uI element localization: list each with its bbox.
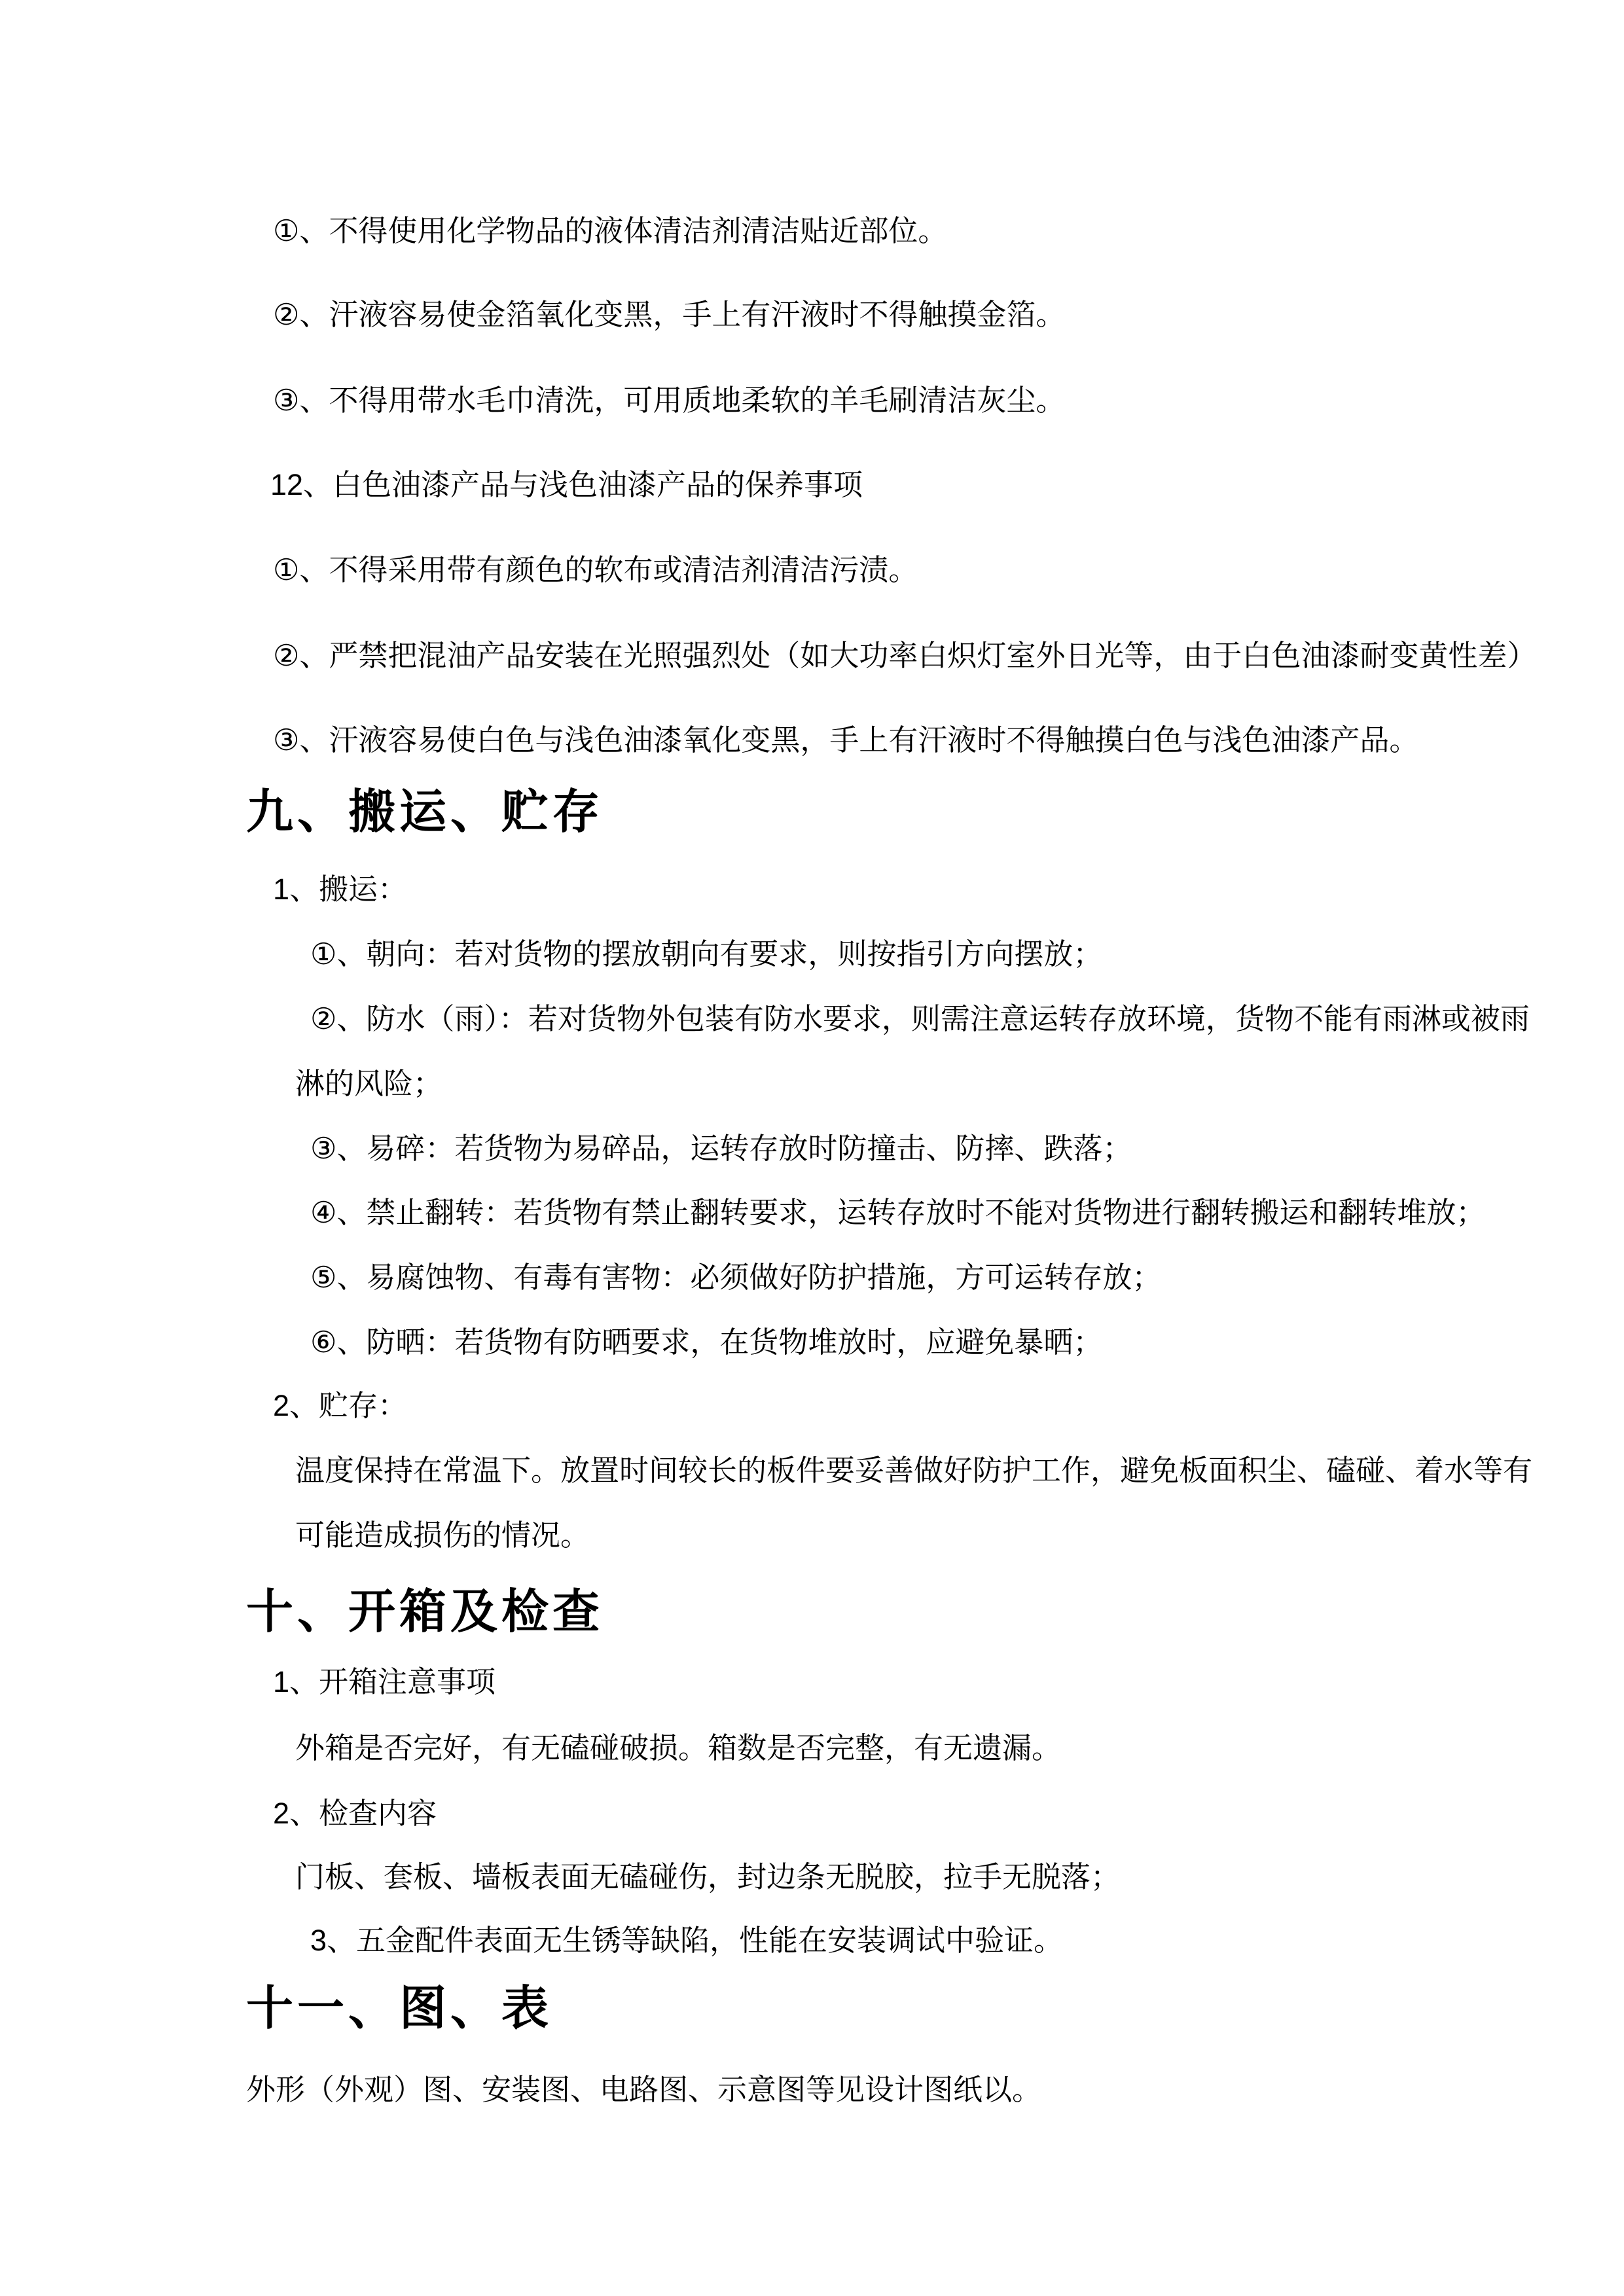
text-line: ②、严禁把混油产品安装在光照强烈处（如大功率白炽灯室外日光等，由于白色油漆耐变黄性差） [273,639,1537,672]
text-line: 3、五金配件表面无生锈等缺陷，性能在安装调试中验证。 [310,1924,1064,1957]
text-line: 2、贮存： [273,1389,408,1422]
text-line: ⑤、易腐蚀物、有毒有害物：必须做好防护措施，方可运转存放； [310,1261,1162,1294]
text-line: ⑥、防晒：若货物有防晒要求，在货物堆放时，应避免暴晒； [310,1325,1103,1359]
text-line: 外形（外观）图、安装图、电路图、示意图等见设计图纸以。 [246,2073,1042,2106]
text-line: 温度保持在常温下。放置时间较长的板件要妥善做好防护工作，避免板面积尘、磕碰、着水等有 [295,1454,1533,1487]
text-line: 外箱是否完好，有无磕碰破损。箱数是否完整，有无遗漏。 [295,1731,1062,1765]
text-line: ②、防水（雨）：若对货物外包装有防水要求，则需注意运转存放环境，货物不能有雨淋或被雨 [310,1002,1530,1035]
section-heading-9: 九、搬运、贮存 [246,786,604,838]
section-heading-10: 十、开箱及检查 [246,1586,604,1638]
text-line: 12、白色油漆产品与浅色油漆产品的保养事项 [270,468,863,501]
section-heading-11: 十一、图、表 [246,1982,553,2035]
text-line: ③、不得用带水毛巾清洗，可用质地柔软的羊毛刷清洁灰尘。 [273,384,1066,417]
text-line: ①、不得采用带有颜色的软布或清洁剂清洁污渍。 [273,553,918,586]
text-line: ①、不得使用化学物品的液体清洁剂清洁贴近部位。 [273,214,948,247]
text-line: 淋的风险； [295,1067,443,1100]
text-line: ②、汗液容易使金箔氧化变黑，手上有汗液时不得触摸金箔。 [273,298,1066,331]
text-line: ③、汗液容易使白色与浅色油漆氧化变黑，手上有汗液时不得触摸白色与浅色油漆产品。 [273,723,1419,757]
text-line: 1、开箱注意事项 [273,1665,496,1698]
text-line: 2、检查内容 [273,1797,437,1830]
text-line: ④、禁止翻转：若货物有禁止翻转要求，运转存放时不能对货物进行翻转搬运和翻转堆放； [310,1196,1486,1229]
text-line: ③、易碎：若货物为易碎品，运转存放时防撞击、防摔、跌落； [310,1132,1132,1165]
text-line: 1、搬运： [273,872,408,906]
text-line: ①、朝向：若对货物的摆放朝向有要求，则按指引方向摆放； [310,937,1103,971]
text-line: 可能造成损伤的情况。 [295,1518,590,1552]
text-line: 门板、套板、墙板表面无磕碰伤，封边条无脱胶，拉手无脱落； [295,1860,1121,1893]
